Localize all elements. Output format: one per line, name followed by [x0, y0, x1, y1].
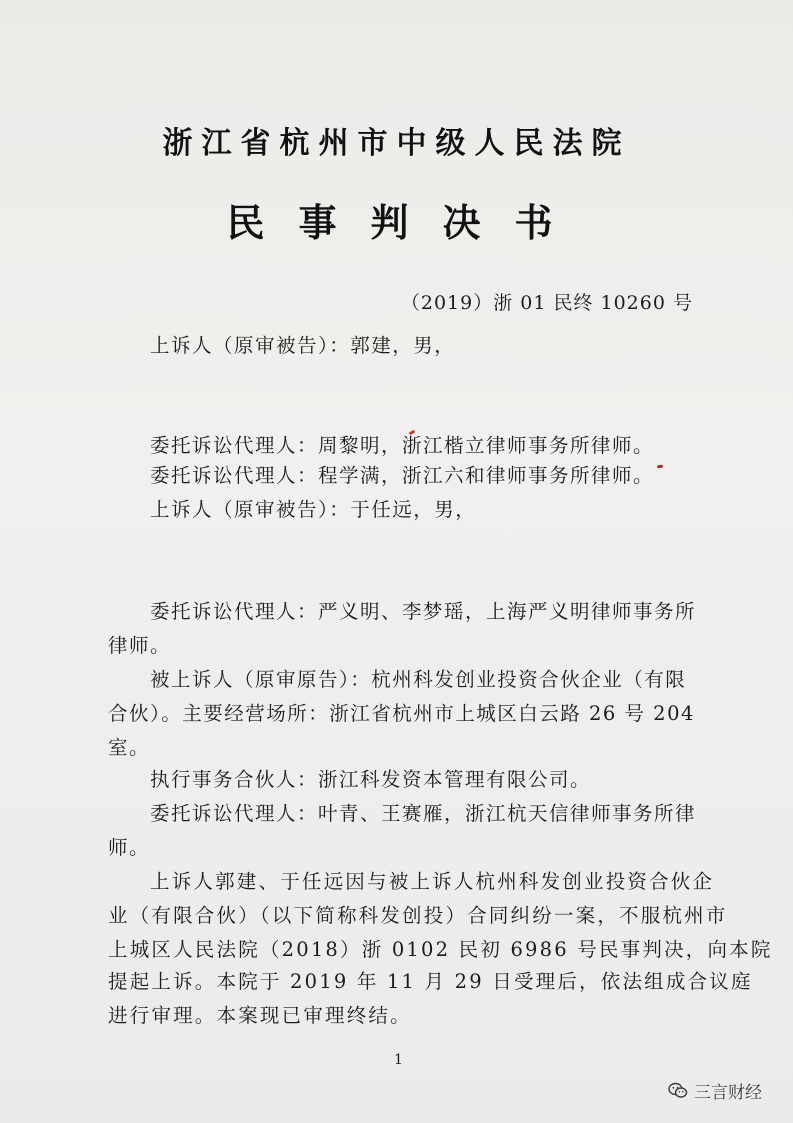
appellee: 被上诉人（原审原告）：杭州科发创业投资合伙企业（有限	[150, 668, 687, 691]
watermark-text: 三言财经	[694, 1083, 762, 1103]
appellee-address: 合伙）。主要经营场所：浙江省杭州市上城区白云路 26 号 204	[108, 702, 695, 725]
court-name: 浙江省杭州市中级人民法院	[162, 126, 631, 161]
body-paragraph-line-5: 进行审理。本案现已审理终结。	[108, 1004, 412, 1027]
managing-partner: 执行事务合伙人：浙江科发资本管理有限公司。	[150, 768, 592, 791]
agent-3: 委托诉讼代理人：严义明、李梦瑶，上海严义明律师事务所	[150, 600, 697, 623]
watermark	[668, 1078, 762, 1103]
agent-2: 委托诉讼代理人：程学满，浙江六和律师事务所律师。	[150, 464, 655, 487]
body-paragraph-line-2: 业（有限合伙）（以下简称科发创投）合同纠纷一案，不服杭州市	[108, 904, 728, 927]
body-paragraph-line-4: 提起上诉。本院于 2019 年 11 月 29 日受理后，依法组成合议庭	[108, 970, 753, 993]
agent-4-cont: 师。	[108, 836, 151, 859]
case-number: （2019）浙 01 民终 10260 号	[400, 292, 693, 314]
body-paragraph-line-3: 上城区人民法院（2018）浙 0102 民初 6986 号民事判决，向本院	[108, 938, 773, 961]
red-pen-mark	[657, 465, 663, 469]
appellee-address-cont: 室。	[108, 736, 151, 759]
wechat-icon	[668, 1082, 688, 1100]
agent-4: 委托诉讼代理人：叶青、王赛雁，浙江杭天信律师事务所律	[150, 802, 697, 825]
appellant-2: 上诉人（原审被告）：于任远，男，	[150, 498, 477, 521]
appellant-1: 上诉人（原审被告）：郭建，男，	[150, 334, 456, 357]
body-paragraph-line-1: 上诉人郭建、于任远因与被上诉人杭州科发创业投资合伙企	[150, 870, 715, 893]
page-number: 1	[394, 1052, 403, 1068]
agent-3-cont: 律师。	[108, 634, 172, 657]
document-type-title: 民事判决书	[226, 200, 587, 245]
agent-1: 委托诉讼代理人：周黎明，浙江楷立律师事务所律师。	[150, 434, 655, 457]
